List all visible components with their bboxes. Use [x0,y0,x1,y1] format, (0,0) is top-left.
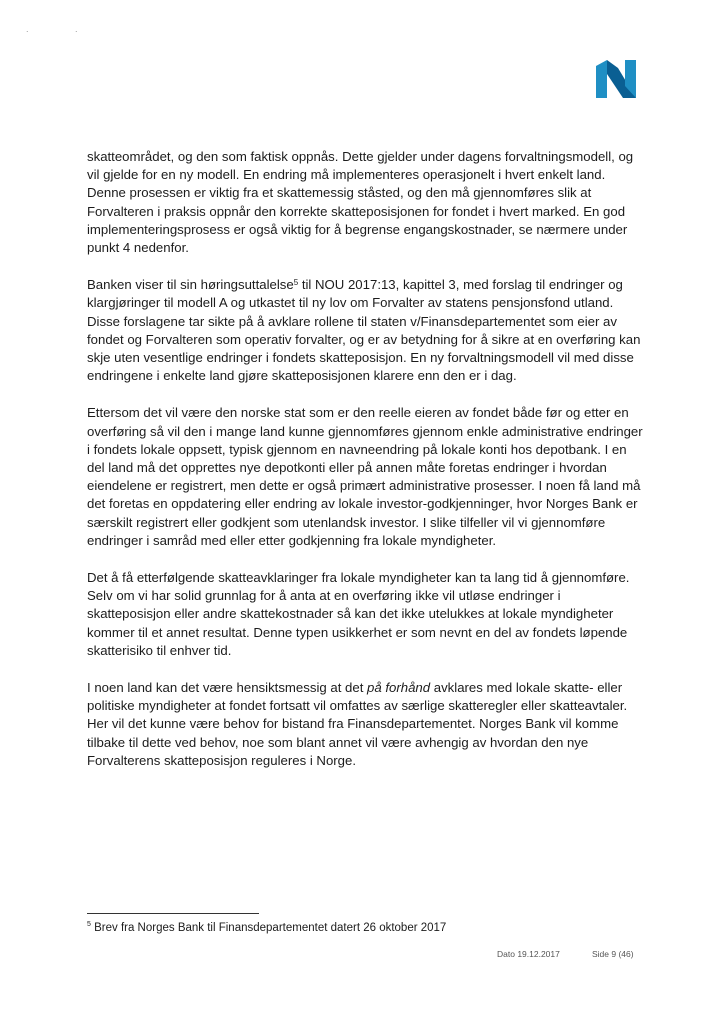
paragraph-5-text-start: I noen land kan det være hensiktsmessig at det [87,680,368,696]
norges-bank-logo [596,60,636,98]
paragraph-2 [87,276,643,385]
paragraph-2-text-end: til NOU 2017:13, kapittel 3, med forslag til endringer og klargjøringer til modell A og utkastet til ny lov om Forvalter av statens pensjonsfond utland. Disse forslagene tar sikte på å avklare rollene til staten v/Finansdepartementet som eier av fondet og Forvalteren som operativ forvalter, og er av betydning for å sikre at en overføring kan skje uten vesentlige endringer i fondets skatteposisjon. En ny forvaltningsmodell vil med disse endringene i enkelte land gjøre skatteposisjonen klarere enn den er i dag. [87,277,641,384]
paragraph-3 [87,404,643,550]
paragraph-2-text-start: Banken viser til sin høringsuttalelse [87,277,294,293]
paragraph-4 [87,569,643,660]
footer-page-number: Side 9 (46) [592,949,634,959]
logo-left-stroke [596,60,607,98]
paragraph-5 [87,679,643,770]
footnote [87,920,446,936]
paragraph-1 [87,148,643,257]
letter-body [87,148,643,789]
scan-artifact-dots: . . [26,24,100,34]
footer-date: Dato 19.12.2017 [497,949,560,959]
paragraph-5-text-end: avklares med lokale skatte- eller politiske myndigheter at fondet fortsatt vil omfattes av særlige skatteregler eller skatteavtaler. Her vil det kunne være behov for bistand fra Finansdepartementet. Norges Bank vil komme tilbake til dette ved behov, noe som blant annet vil være avhengig av hvordan den nye Forvalterens skatteposisjon reguleres i Norge. [87,680,628,768]
footnote-number: 5 [87,921,91,929]
paragraph-1-text: skatteområdet, og den som faktisk oppnås. Dette gjelder under dagens forvaltningsmodell, og vil gjelde for en ny modell. En endring må implementeres operasjonelt i hvert enkelt land. Denne prosessen er viktig fra et skattemessig ståsted, og den må gjennomføres slik at Forvalteren i praksis oppnår den korrekte skatteposisjonen for fondet i hvert marked. En god implementeringsprosess er også viktig for å begrense engangskostnader, se nærmere under punkt 4 nedenfor. [87,149,634,256]
footnote-reference[interactable]: 5 [293,277,299,287]
paragraph-3-text: Ettersom det vil være den norske stat som er den reelle eieren av fondet både før og etter en overføring så vil den i mange land kunne gjennomføres gjennom enkle administrative endringer i fondets lokale oppsett, typisk gjennom en navneendring på lokale konti hos depotbank. I en del land må det opprettes nye depotkonti eller på annen måte foretas endringer i hvordan eiendelene er registrert, men dette er også primært administrative prosesser. I noen få land må det foretas en oppdatering eller endring av lokale investor-godkjenninger, hvor Norges Bank er særskilt registrert eller godkjent som utenlandsk investor. I slike tilfeller vil vi gjennomføre endringer i samråd med eller etter godkjenning fra lokale myndigheter. [87,405,643,548]
footnote-divider [87,913,259,914]
paragraph-5-emphasis: på forhånd [367,680,431,696]
footnote-text: Brev fra Norges Bank til Finansdepartementet datert 26 oktober 2017 [90,922,447,934]
paragraph-4-text: Det å få etterfølgende skatteavklaringer fra lokale myndigheter kan ta lang tid å gjennomføre. Selv om vi har solid grunnlag for å anta at en overføring ikke vil utløse endringer i skatteposisjon eller andre skattekostnader så kan det ikke utelukkes at lokale myndigheter kommer til et annet resultat. Denne typen usikkerhet er som nevnt en del av fondets løpende skatterisiko til enhver tid. [87,570,630,658]
